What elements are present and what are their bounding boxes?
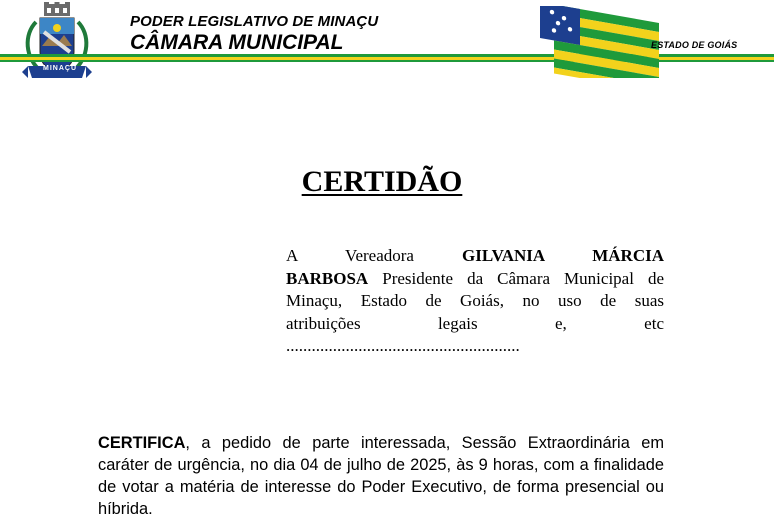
org-subtitle: PODER LEGISLATIVO DE MINAÇU — [130, 13, 379, 30]
org-title: CÂMARA MUNICIPAL — [130, 31, 344, 54]
councilor-name-last: BARBOSA — [286, 268, 369, 288]
preamble-line-1 — [286, 245, 664, 268]
preamble-lead: A Vereadora — [286, 246, 414, 265]
certifies-keyword: CERTIFICA — [98, 434, 186, 452]
councilor-name-first: GILVANIA MÁRCIA — [462, 246, 665, 265]
state-label: ESTADO DE GOIÁS — [651, 40, 738, 50]
preamble-dots: ....................................................... — [286, 336, 520, 355]
preamble-line-4: atribuições legais e, etc — [286, 313, 664, 333]
preamble-line-2 — [286, 268, 664, 291]
certifies-text: , a pedido de parte interessada, Sessão Extraordinária em caráter de urgência, no dia 04 de julho de 2025, às 9 horas, com a finalidade de votar a matéria de interesse do Poder Executivo, de forma presencial ou híbrida. — [98, 434, 664, 518]
preamble-role: Presidente da Câmara Municipal de — [382, 268, 665, 288]
document-title: CERTIDÃO — [301, 165, 463, 198]
crest-ribbon-text: MINAÇU — [43, 65, 77, 72]
certifies-paragraph — [98, 432, 664, 520]
preamble-line-3: Minaçu, Estado de Goiás, no uso de suas — [286, 291, 664, 310]
goias-flag-icon — [540, 6, 665, 78]
preamble-paragraph — [286, 245, 664, 358]
